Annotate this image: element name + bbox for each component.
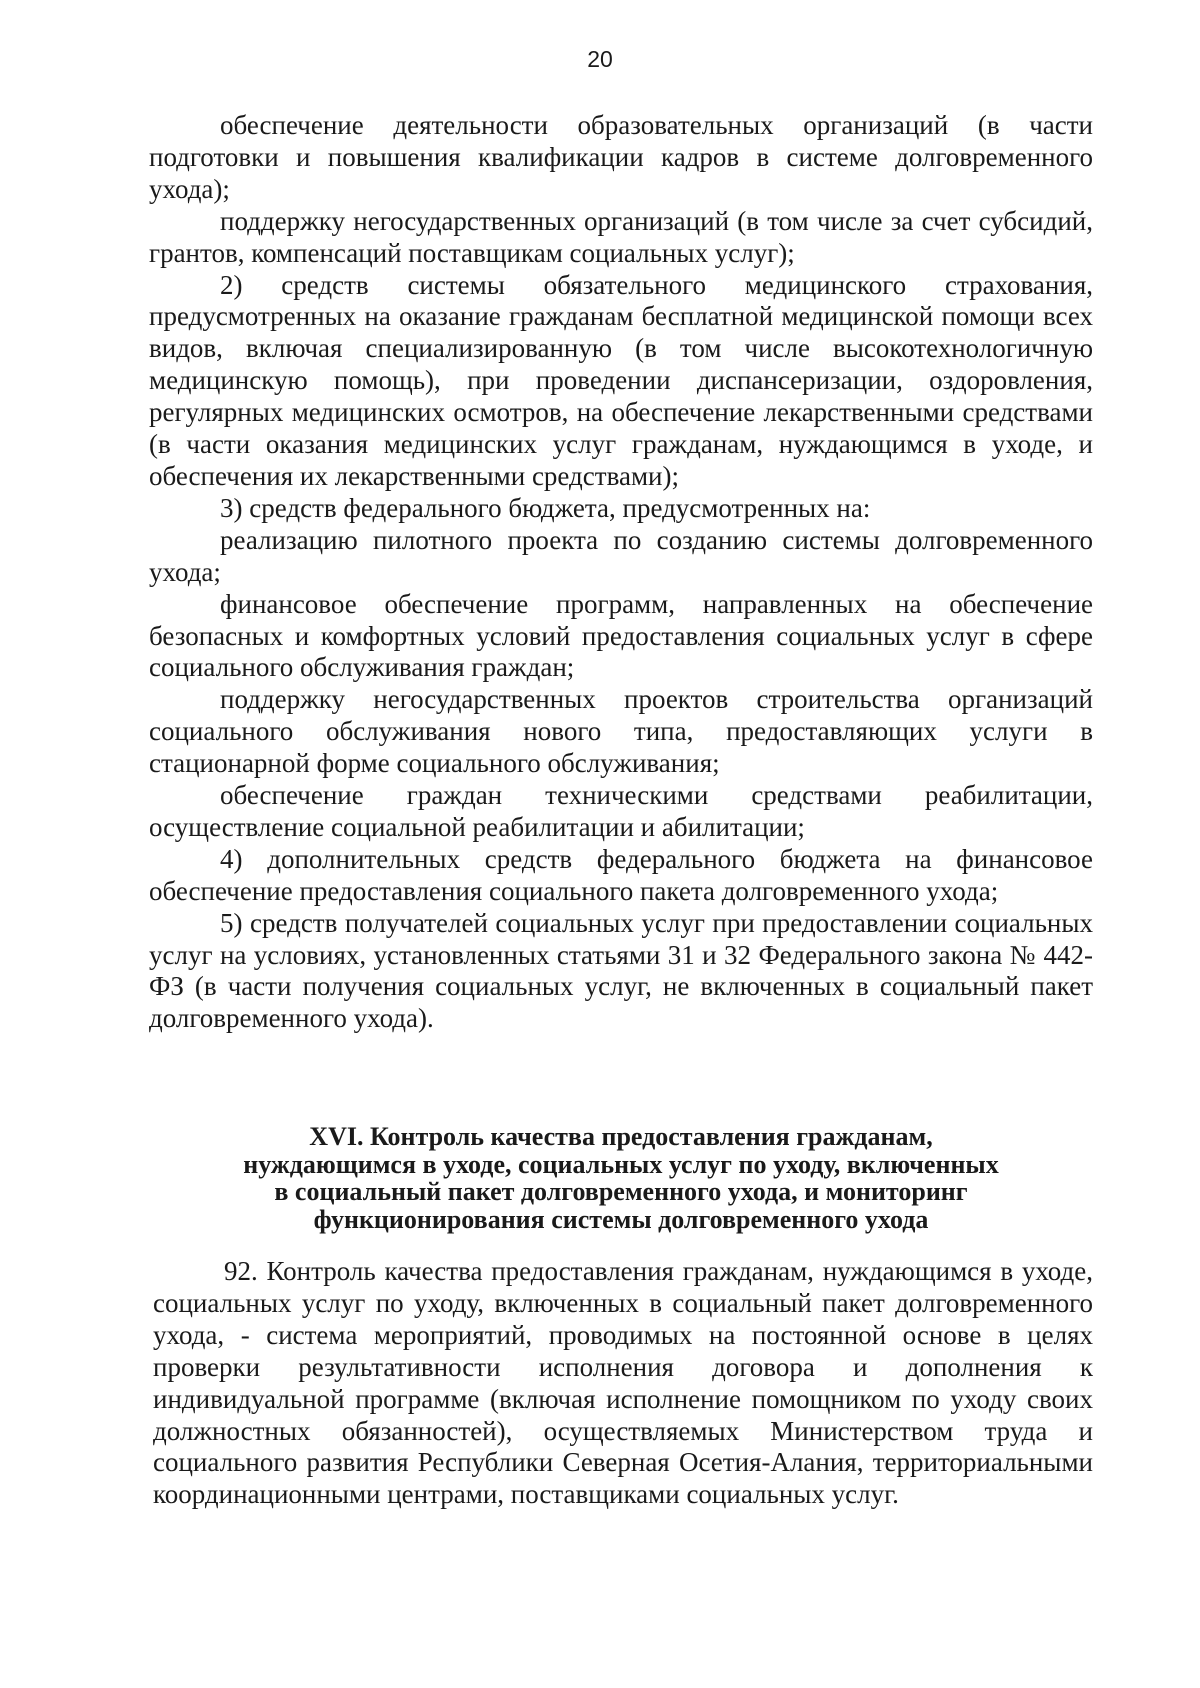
paragraph: поддержку негосударственных организаций (в том числе за счет субсидий, грантов, компенсаций поставщикам социальных услуг);	[149, 205, 1093, 268]
section-heading-line: в социальный пакет долговременного ухода, и мониторинг	[274, 1177, 968, 1206]
paragraph: 92. Контроль качества предоставления гражданам, нуждающимся в уходе, социальных услуг по уходу, включенных в социальный пакет долговременного ухода, - система мероприятий, проводимых на постоянной основе в целях проверки результативности исполнения договора и дополнения к индивидуальной программе (включая исполнение помощником по уходу своих должностных обязанностей), осуществляемых Министерством труда и социального развития Республики Северная Осетия-Алания, территориальными координационными центрами, поставщиками социальных услуг.	[153, 1256, 1093, 1510]
paragraph: реализацию пилотного проекта по созданию системы долговременного ухода;	[149, 524, 1093, 587]
section-heading-line: функционирования системы долговременного ухода	[313, 1204, 929, 1234]
paragraph: поддержку негосударственных проектов строительства организаций социального обслуживания нового типа, предоставляющих услуги в стационарной форме социального обслуживания;	[149, 684, 1093, 779]
paragraph: 5) средств получателей социальных услуг при предоставлении социальных услуг на условиях, установленных статьями 31 и 32 Федерального закона № 442-ФЗ (в части получения социальных услуг, не включенных в социальный пакет долговременного ухода).	[149, 907, 1093, 1034]
section-heading-line: XVI. Контроль качества предоставления гражданам,	[309, 1122, 933, 1151]
paragraph: обеспечение деятельности образовательных организаций (в части подготовки и повышения квалификации кадров в системе долговременного ухода);	[149, 110, 1093, 204]
paragraph: 2) средств системы обязательного медицинского страхования, предусмотренных на оказание гражданам бесплатной медицинской помощи всех видов, включая специализированную (в том числе высокотехнологичную медицинскую помощь), при проведении диспансеризации, оздоровления, регулярных медицинских осмотров, на обеспечение лекарственными средствами (в части оказания медицинских услуг гражданам, нуждающимся в уходе, и обеспечения их лекарственными средствами);	[149, 269, 1093, 491]
paragraph: 4) дополнительных средств федерального бюджета на финансовое обеспечение предоставления социального пакета долговременного ухода;	[149, 843, 1093, 906]
paragraph: финансовое обеспечение программ, направленных на обеспечение безопасных и комфортных условий предоставления социальных услуг в сфере социального обслуживания граждан;	[149, 588, 1093, 683]
section-body-text	[153, 1256, 1093, 1511]
page-number: 20	[587, 46, 613, 72]
section-heading-line: нуждающимся в уходе, социальных услуг по уходу, включенных	[243, 1149, 999, 1179]
paragraph: 3) средств федерального бюджета, предусмотренных на:	[220, 492, 871, 523]
section-heading	[149, 1123, 1093, 1233]
paragraph: обеспечение граждан техническими средствами реабилитации, осуществление социальной реабилитации и абилитации;	[149, 780, 1093, 842]
body-text-block	[149, 110, 1093, 1035]
